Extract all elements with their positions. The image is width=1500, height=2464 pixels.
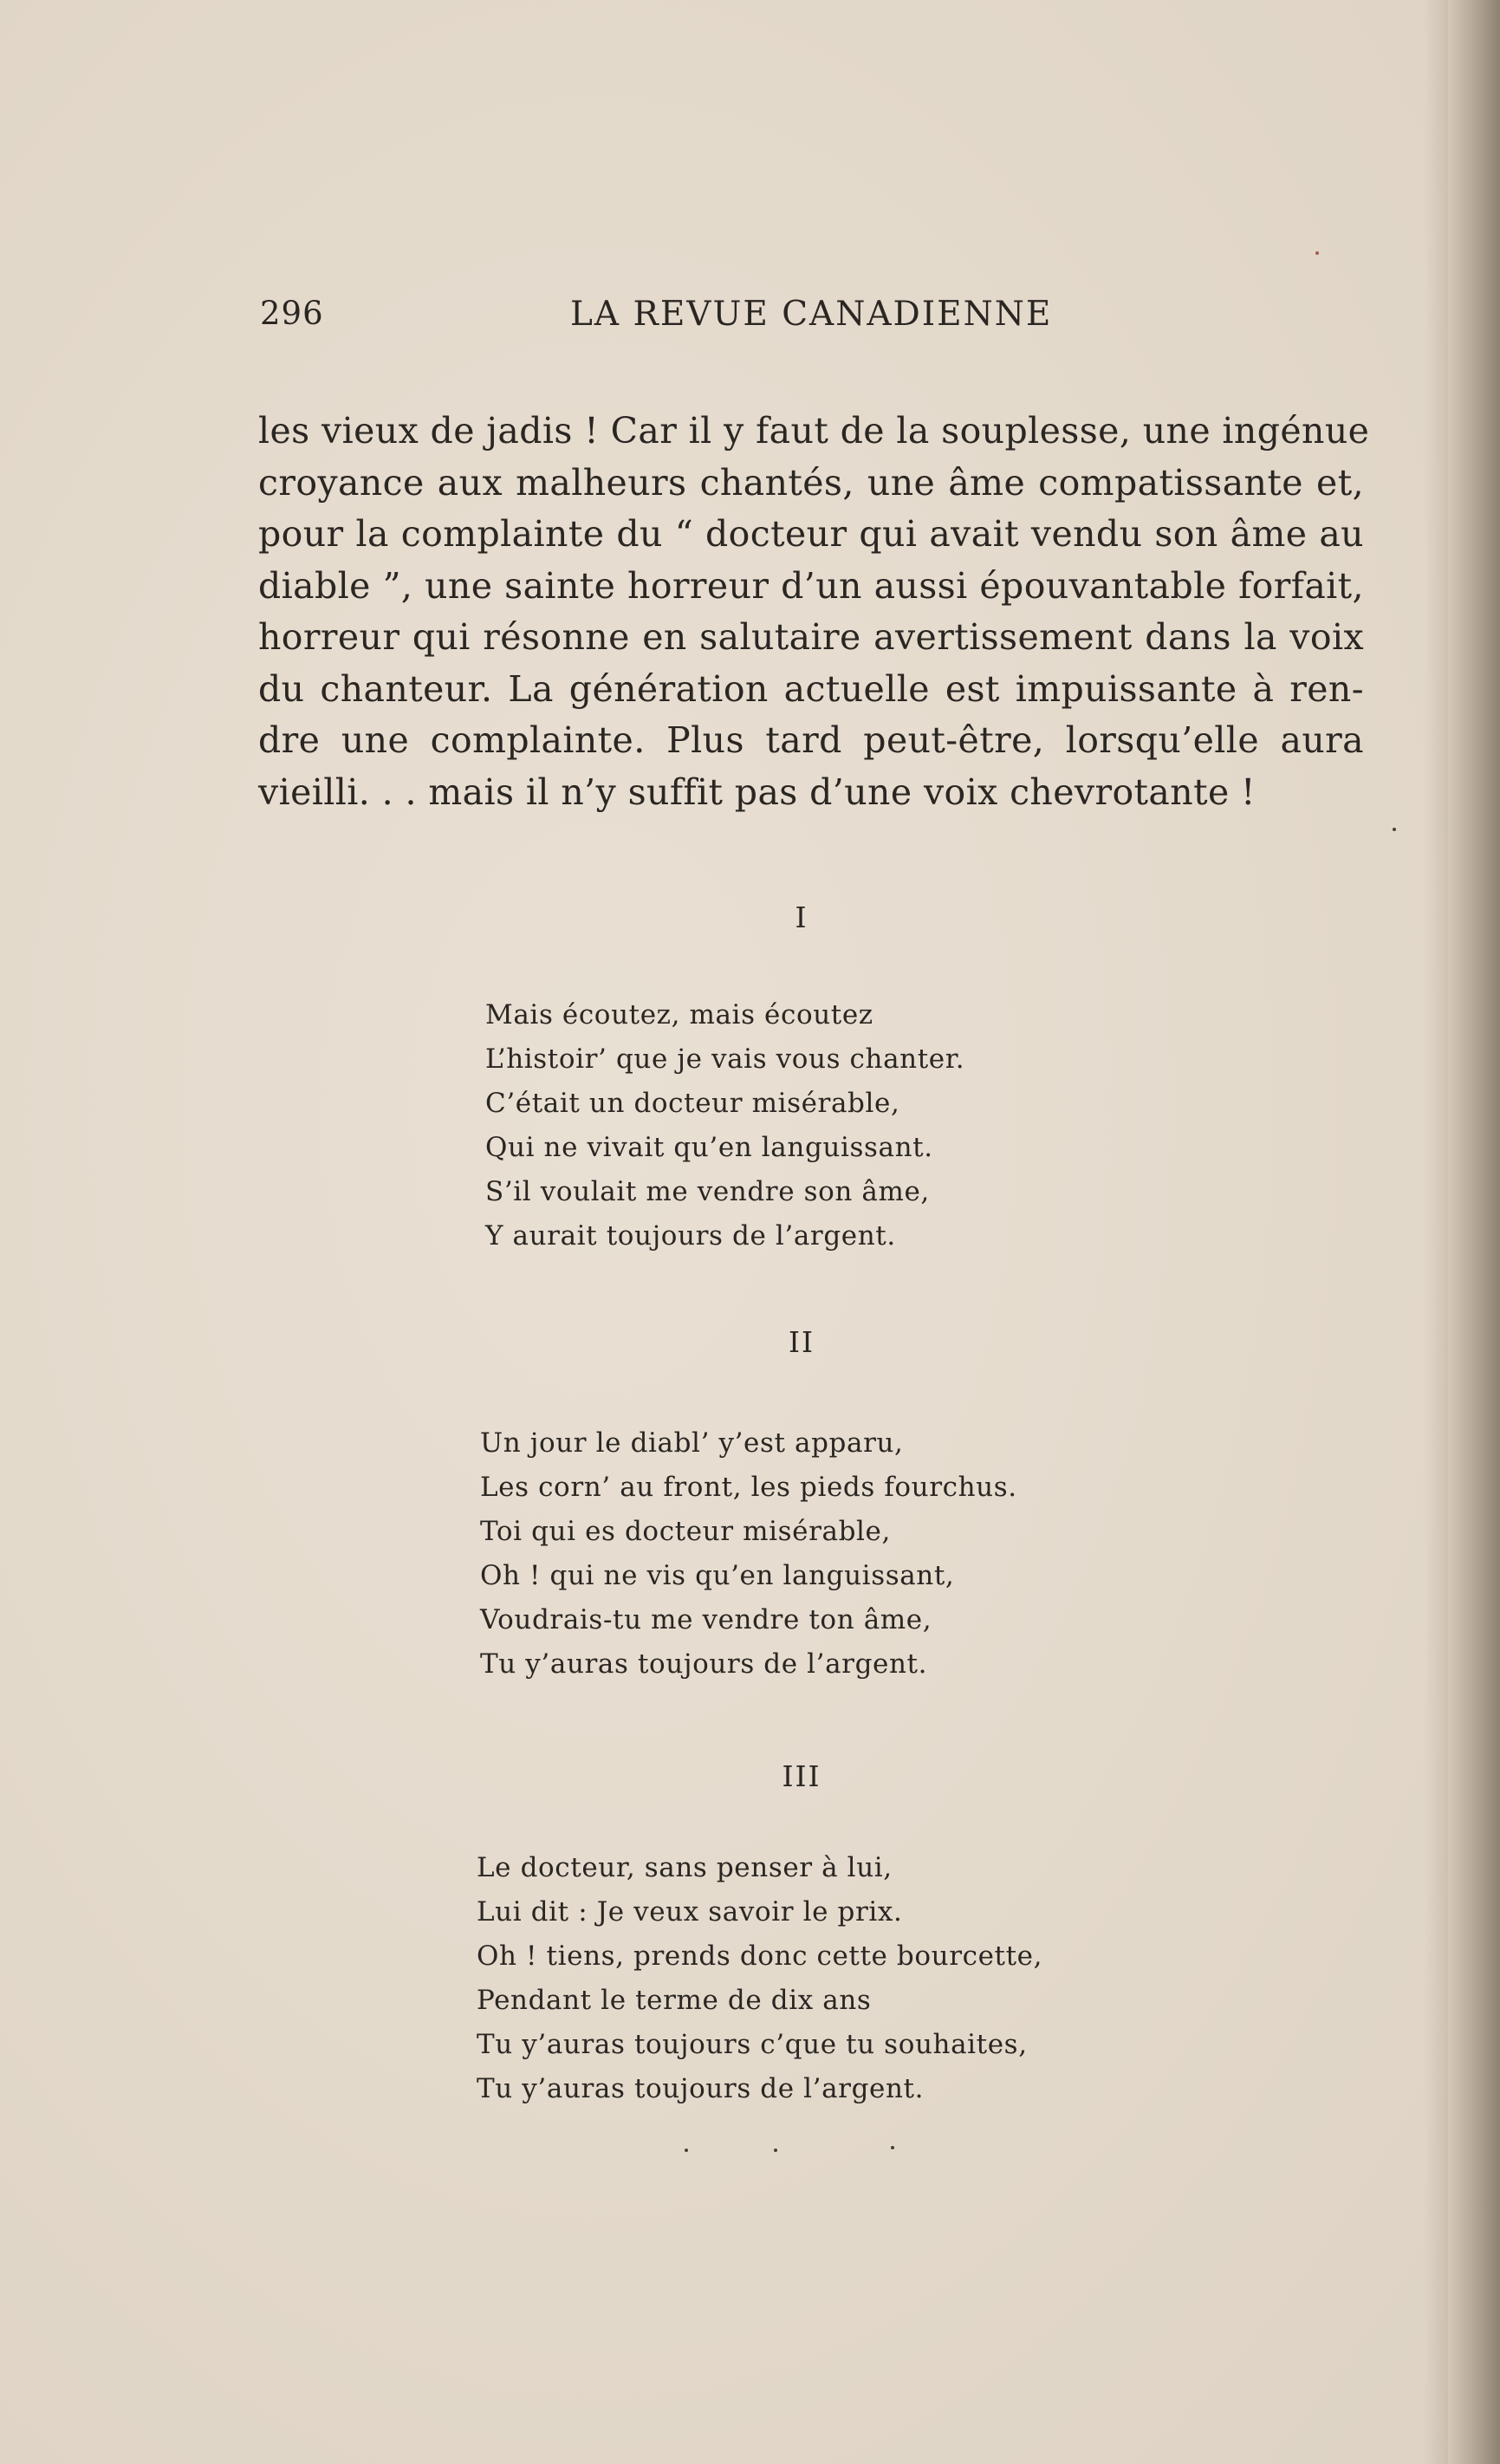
prose-line: horreur qui résonne en salutaire avertissement dans la voix (258, 616, 1364, 658)
prose-line: du chanteur. La génération actuelle est impuissante à ren- (258, 667, 1364, 710)
prose-line: dre une complainte. Plus tard peut-être, lorsqu’elle aura (258, 719, 1364, 761)
verse-line: Les corn’ au front, les pieds fourchus. (480, 1472, 1017, 1503)
verse-line: Y aurait toujours de l’argent. (485, 1220, 896, 1252)
page-number: 296 (260, 295, 324, 332)
page-edge (1448, 0, 1500, 2464)
verse-line: S’il voulait me vendre son âme, (485, 1176, 930, 1207)
verse-line: Un jour le diabl’ y’est apparu, (480, 1427, 904, 1459)
prose-line: vieilli. . . mais il n’y suffit pas d’une voix chevrotante ! (258, 770, 1256, 813)
stanza-numeral: I (795, 900, 808, 934)
verse-line: Pendant le terme de dix ans (477, 1985, 872, 2016)
verse-line: C’était un docteur misérable, (485, 1088, 900, 1119)
verse-line: Voudrais-tu me vendre ton âme, (480, 1604, 932, 1635)
verse-line: Tu y’auras toujours c’que tu souhaites, (477, 2029, 1028, 2060)
verse-line: Oh ! qui ne vis qu’en languissant, (480, 1560, 955, 1591)
verse-line: Oh ! tiens, prends donc cette bourcette, (477, 1941, 1043, 1972)
prose-line: les vieux de jadis ! Car il y faut de la souplesse, une ingénue (258, 410, 1370, 452)
verse-line: Qui ne vivait qu’en languissant. (485, 1132, 933, 1163)
paper-speck (1393, 828, 1396, 831)
verse-line: Lui dit : Je veux savoir le prix. (477, 1896, 903, 1928)
verse-line: Tu y’auras toujours de l’argent. (480, 1648, 928, 1680)
prose-line: pour la complainte du “ docteur qui avait vendu son âme au (258, 513, 1364, 555)
verse-line: L’histoir’ que je vais vous chanter. (485, 1043, 965, 1075)
stanza-numeral: III (782, 1759, 821, 1793)
gutter-shadow (1424, 0, 1448, 2464)
paper-speck (1315, 251, 1319, 255)
verse-line: Tu y’auras toujours de l’argent. (477, 2073, 925, 2104)
stanza (477, 1846, 1042, 2111)
stanza (485, 993, 964, 1258)
stanza-numeral: II (788, 1325, 815, 1359)
paper-speck (685, 2149, 688, 2152)
stanza (480, 1421, 1017, 1687)
verse-line: Toi qui es docteur misérable, (480, 1516, 891, 1547)
prose-line: croyance aux malheurs chantés, une âme compatissante et, (258, 461, 1364, 504)
verse-line: Mais écoutez, mais écoutez (485, 999, 873, 1030)
verse-line: Le docteur, sans penser à lui, (477, 1852, 893, 1883)
running-title: LA REVUE CANADIENNE (570, 295, 1053, 334)
paper-speck (774, 2149, 777, 2152)
running-head (260, 295, 1369, 347)
prose-paragraph (258, 406, 1370, 818)
paper-speck (891, 2146, 894, 2149)
prose-line: diable ”, une sainte horreur d’un aussi épouvantable forfait, (258, 564, 1364, 607)
